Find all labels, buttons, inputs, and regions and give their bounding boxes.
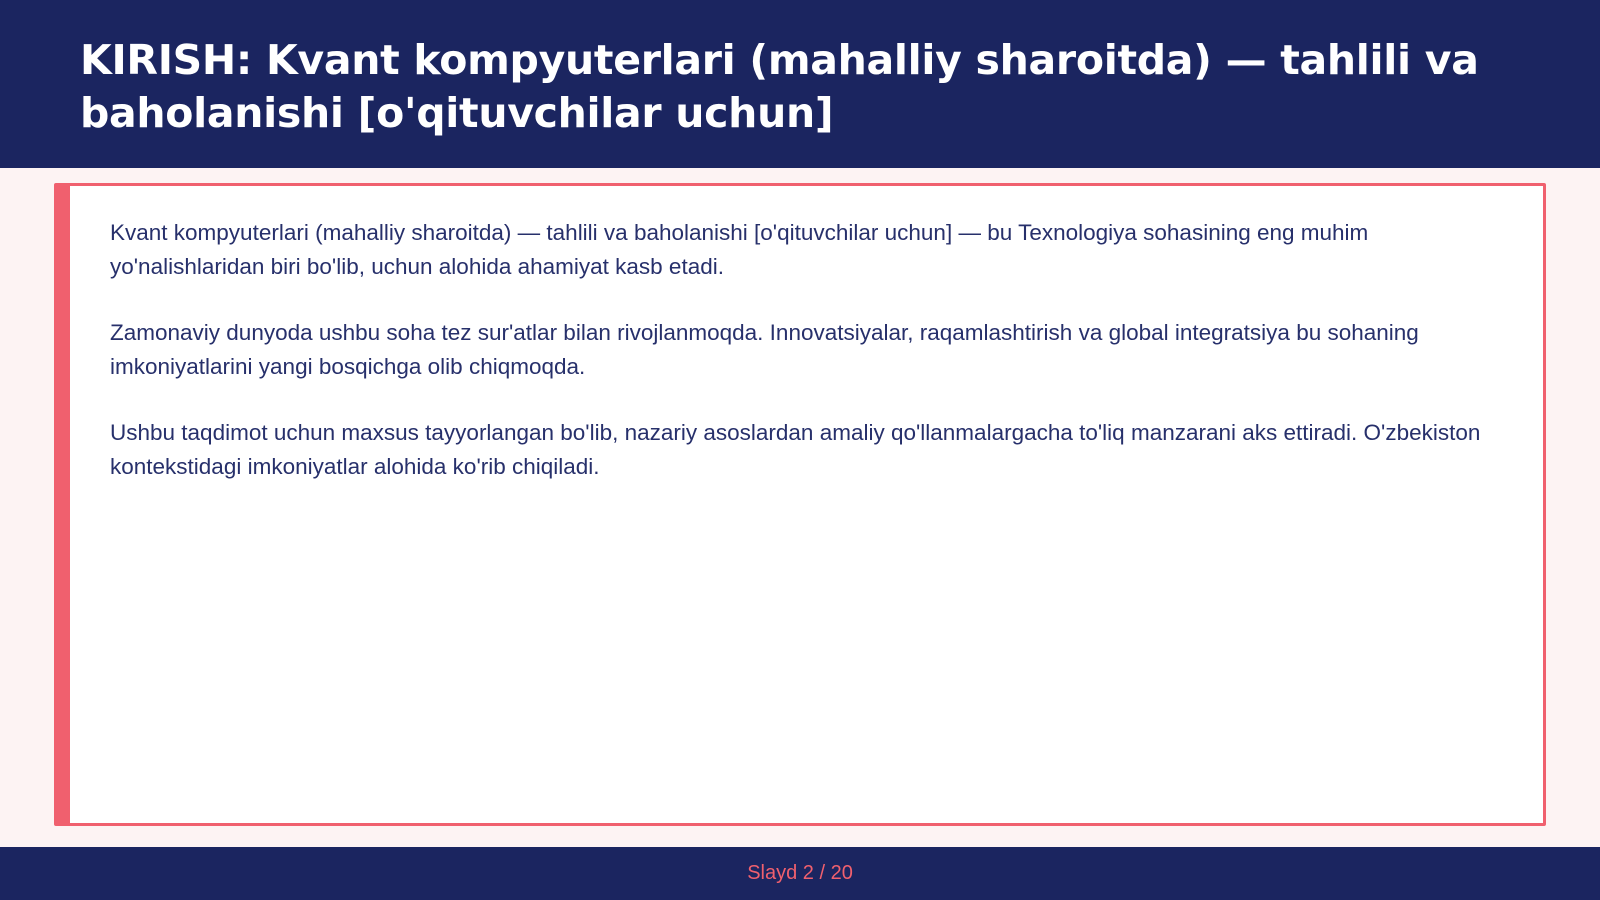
paragraph-modern-world: Zamonaviy dunyoda ushbu soha tez sur'atlar bilan rivojlanmoqda. Innovatsiyalar, raqamlashtirish va global integratsiya bu sohaning imkoniyatlarini yangi bosqichga olib chiqmoqda.	[110, 320, 1419, 379]
slide-footer	[0, 847, 1600, 900]
slide-counter: Slayd 2 / 20	[747, 862, 853, 884]
paragraph-intro: Kvant kompyuterlari (mahalliy sharoitda) — tahlili va baholanishi [o'qituvchilar uchun] — bu Texnologiya sohasining eng muhim yo'nalishlaridan biri bo'lib, uchun alohida ahamiyat kasb etadi.	[110, 220, 1369, 279]
content-card	[54, 183, 1546, 826]
slide-header	[0, 0, 1600, 168]
paragraph-presentation-purpose: Ushbu taqdimot uchun maxsus tayyorlangan bo'lib, nazariy asoslardan amaliy qo'llanmalargacha to'liq manzarani aks ettiradi. O'zbekiston kontekstidagi imkoniyatlar alohida ko'rib chiqiladi.	[110, 420, 1481, 479]
slide-title: KIRISH: Kvant kompyuterlari (mahalliy sharoitda) — tahlili va baholanishi [o'qituvchilar uchun]	[80, 36, 1479, 137]
